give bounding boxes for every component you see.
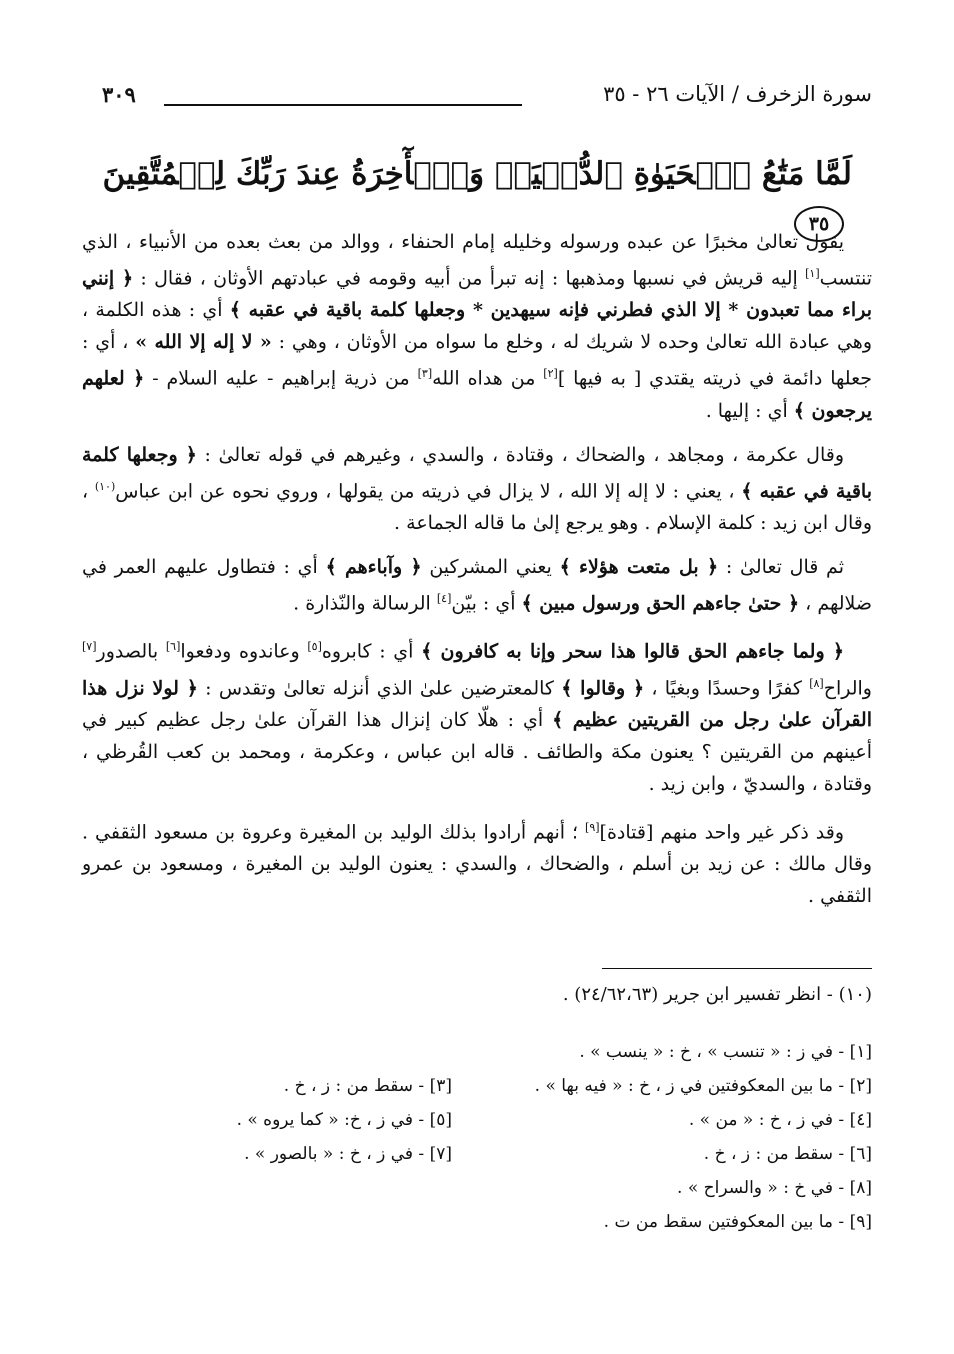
text-run: أي : بيّن [451, 592, 522, 615]
footnote-item: [٩] - ما بين المعكوفتين سقط من ت . [603, 1212, 872, 1232]
text-run: أي : هذه الكلمة ، وهي عبادة الله تعالىٰ وحده لا شريك له ، وخلع ما سواه من الأوثان ، وهي : [82, 299, 872, 354]
text-run: كفرًا وحسدًا وبغيًا ، [644, 676, 810, 699]
footnote-item: [٨] - في خ : « والسراح » . [677, 1178, 872, 1198]
text-run: وعاندوه ودفعوا [180, 640, 308, 663]
footnote-rule [602, 968, 872, 969]
quran-quote: ﴿ لولا نزل هذا القرآن علىٰ رجل من القريتين عظيم ﴾ [82, 676, 872, 731]
quran-quote: ﴿ وقالوا ﴾ [561, 676, 645, 699]
footnote-item: [٥] - في ز ، خ: « كما يروه » . [236, 1110, 452, 1130]
text-run: من ذرية إبراهيم - عليه السلام - [144, 367, 418, 390]
text-run: يقول تعالىٰ مخبرًا عن عبده ورسوله وخليله إمام الحنفاء ، ووالد من بعث بعده من الأنبياء ، الذي تنتسب [82, 231, 872, 290]
quran-quote: ﴿ لعلهم يرجعون ﴾ [82, 367, 872, 422]
note-ref: [٥] [307, 640, 322, 654]
text-run: وقال عكرمة ، ومجاهد ، والضحاك ، وقتادة ، والسدي ، وغيرهم في قوله تعالىٰ : [196, 443, 844, 466]
page-header [102, 82, 872, 122]
text-run: إليه قريش في نسبها ومذهبها : إنه تبرأ من أبيه وقومه في عبادتهم الأوثان ، فقال : [133, 267, 806, 290]
text-run: أي : إليها . [705, 399, 794, 422]
note-ref: (١٠) [94, 479, 116, 493]
footnotes [82, 1035, 872, 1245]
text-run: يعني المشركين [421, 555, 560, 578]
paragraph-3 [82, 551, 872, 619]
note-ref: [١] [805, 267, 820, 280]
running-title: سورة الزخرف / الآيات ٢٦ - ٣٥ [603, 82, 872, 106]
page-number: ٣٠٩ [102, 82, 136, 107]
text-run: ، يعني : لا إله إلا الله ، لا يزال في ذريته من يقولها ، وروي نحوه عن ابن عباس [115, 479, 742, 502]
quran-quote: ﴿ إنني براء مما تعبدون * إلا الذي فطرني فإنه سيهدين * وجعلها كلمة باقية في عقبه ﴾ [82, 267, 872, 322]
footnote-item: [٢] - ما بين المعكوفتين في ز ، خ : « فيه بها » . [534, 1076, 872, 1096]
note-ref: [٣] [417, 367, 433, 381]
text-run: كالمعترضين علىٰ الذي أنزله تعالىٰ وتقدس : [197, 676, 562, 699]
footnote-source: (١٠) - انظر تفسير ابن جرير (٢٤/٦٢،٦٣) . [562, 984, 872, 1005]
quran-quote: ﴿ وآباءهم ﴾ [325, 555, 422, 578]
footnote-item: [٤] - في ز ، خ : « من » . [688, 1110, 872, 1130]
footnote-item: [١] - في ز : « تنسب » ، خ : « ينسب » . [579, 1042, 872, 1062]
text-run: أي : فتطاول عليهم العمر في ضلالهم ، [82, 555, 872, 615]
paragraph-2 [82, 439, 872, 539]
text-run: الرسالة والنّذارة . [293, 592, 437, 615]
verse-number: ٣٥ [794, 206, 844, 242]
text-run: والراح [823, 676, 872, 699]
commentary-body [82, 226, 872, 924]
quran-quote: ﴿ وجعلها كلمة باقية في عقبه ﴾ [82, 443, 873, 502]
text-run: وقد ذكر غير واحد منهم [قتادة] [599, 821, 844, 844]
text-run: أي : هلّا كان إنزال هذا القرآن علىٰ رجل عظيم كبير في أعينهم من القريتين ؟ يعنون مكة والطائف . قاله ابن عباس ، وعكرمة ، ومحمد بن كعب القُرظي ، وقتادة ، والسديّ ، وابن زيد . [82, 708, 872, 795]
text-run: ، وقال ابن زيد : كلمة الإسلام . وهو يرجع إلىٰ ما قاله الجماعة . [82, 479, 872, 534]
footnotes-column-left [92, 1069, 452, 1171]
paragraph-5 [82, 812, 872, 912]
footnotes-column-right [472, 1035, 872, 1239]
footnote-item: [٧] - في ز ، خ : « بالصور » . [244, 1144, 452, 1164]
note-ref: [٩] [585, 820, 600, 834]
footnote-item: [٦] - سقط من : ز ، خ . [703, 1144, 872, 1164]
note-ref: [٦] [165, 640, 181, 654]
text-run: أي : كابروه [321, 640, 422, 663]
text-run: بالصدور [96, 640, 166, 663]
header-rule [164, 104, 522, 106]
note-ref: [٨] [809, 676, 824, 690]
quran-quote: ﴿ ولما جاءهم الحق قالوا هذا سحر وإنا به كافرون ﴾ [421, 640, 844, 663]
verse-text: لَمَّا مَتَٰعُ ٱلۡحَيَوٰةِ ٱلدُّنۡيَاۚ وَٱلۡأٓخِرَةُ عِندَ رَبِّكَ لِلۡمُتَّقِينَ [102, 156, 852, 192]
paragraph-4 [82, 631, 872, 800]
footnote-item: [٣] - سقط من : ز ، خ . [283, 1076, 452, 1096]
note-ref: [٧] [82, 640, 97, 654]
paragraph-1 [82, 226, 872, 427]
quran-quote: ﴿ حتىٰ جاءهم الحق ورسول مبين ﴾ [521, 592, 800, 615]
text-run: ؛ أنهم أرادوا بذلك الوليد بن المغيرة وعروة بن مسعود الثقفي . وقال مالك : عن زيد بن أسلم ، والضحاك ، والسدي : يعنون الوليد بن المغيرة ، ومسعود بن عمرو الثقفي . [82, 821, 872, 908]
text-run: من هداه الله [432, 367, 544, 390]
quran-quote: ﴿ بل متعت هؤلاء ﴾ [559, 555, 719, 578]
quoted-phrase: « لا إله إلا الله » [135, 331, 272, 354]
text-run: ثم قال تعالىٰ : [718, 555, 844, 578]
note-ref: [٤] [436, 591, 452, 605]
text-run: ، أي : جعلها دائمة في ذريته يقتدي [ به فيها ] [82, 331, 872, 390]
note-ref: [٢] [543, 367, 558, 381]
